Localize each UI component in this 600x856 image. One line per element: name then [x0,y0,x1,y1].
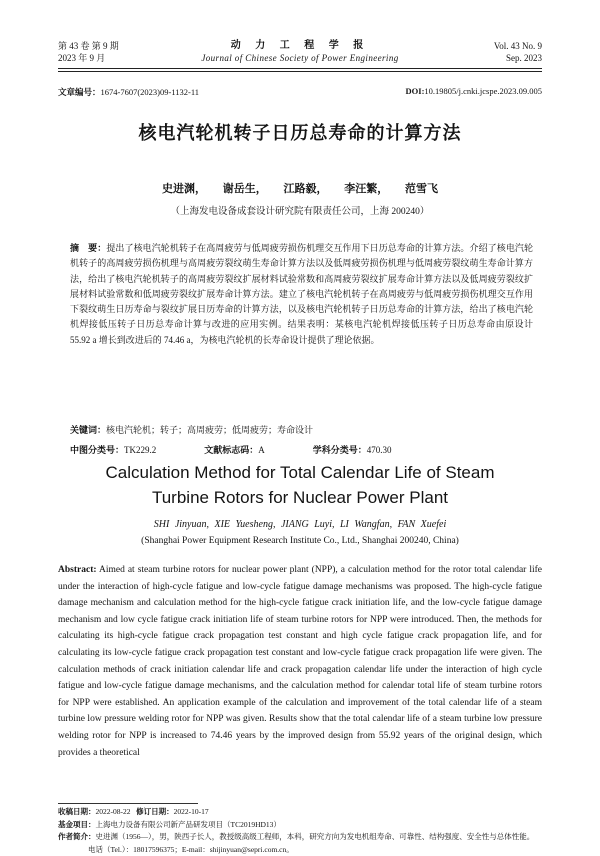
authors-en: SHI Jinyuan, XIE Yuesheng, JIANG Luyi, LI Wangfan, FAN Xuefei [0,519,600,530]
keywords-cn [70,423,533,436]
subject-code [313,443,392,456]
article-number-label: 文章编号： [58,87,101,97]
paper-title-cn: 核电汽轮机转子日历总寿命的计算方法 [0,119,600,145]
footnote-contact[interactable]: 电话（Tel.）：18017596375；E-mail：shijinyuan@sepri.com.cn。 [58,844,542,856]
authors-cn: 史进渊， 谢岳生， 江路毅， 李汪繁， 范雪飞 [0,180,600,196]
header-rule-thick [58,68,542,69]
received-date: 2022-08-22 [96,807,131,816]
doi-value[interactable]: 10.19805/j.cnki.jcspe.2023.09.005 [424,86,542,96]
journal-title-cn: 动 力 工 程 学 报 [0,40,600,52]
abstract-cn-text: 提出了核电汽轮机转子在高周疲劳与低周疲劳损伤机理交互作用下日历总寿命的计算方法。介绍了核电汽轮机转子的高周疲劳损伤机理与高周疲劳裂纹萌生寿命计算方法以及低周疲劳损伤机理与低周疲劳裂纹萌生寿命计算方法，给出了核电汽轮机转子的高周疲劳裂纹扩展材料试验常数和高周疲劳裂纹扩展寿命计算方法以及低周疲劳裂纹扩展材料试验常数和低周疲劳裂纹扩展寿命计算方法。建立了核电汽轮机转子在高周疲劳与低周疲劳损伤机理交互作用下裂纹萌生日历寿命与裂纹扩展日历寿命的计算方法，以及核电汽轮机转子日历总寿命的计算方法，给出了核电汽轮机焊接低压转子日历总寿命计算与改进的应用实例。结果表明：某核电汽轮机焊接低压转子日历总寿命由原设计 55.92 a 增长到改进后的 74.46 a，为核电汽轮机的长寿命设计提供了理论依据。 [70,243,533,345]
abstract-cn-label: 摘 要： [70,243,106,253]
abstract-en-label: Abstract: [58,565,97,575]
subject-code-label: 学科分类号： [313,445,367,455]
header-rule-thin [58,71,542,72]
footnote-dates [58,806,542,819]
header-volume-en: Vol. 43 No. 9 [494,40,542,52]
clc-number [70,443,156,456]
footnote-author [58,831,542,844]
document-code-label: 文献标志码： [204,445,258,455]
header-volume: 第 43 卷 第 9 期 [58,40,119,52]
footnote-rule [58,803,198,804]
fund-text: 上海电力设备有限公司新产品研发项目（TC2019HD13） [96,820,281,829]
clc-value: TK229.2 [124,445,156,455]
revised-label: 修订日期： [136,807,174,816]
abstract-en-text: Aimed at steam turbine rotors for nuclear power plant (NPP), a calculation method for the rotor total calendar life under the interaction of high-cycle fatigue and low-cycle fatigue damage mechanisms was proposed. The high-cycle fatigue damage mechanism and calculation method for the high-cycle fatigue crack initiation life, and the low-cycle fatigue damage mechanism and low cycle fatigue crack initiation life of steam turbine rotors for NPP were introduced. Then, the methods for calculating its high-cycle fatigue crack propagation test constant and high cycle fatigue crack propagation life, and for calculating its low-cycle fatigue crack propagation test constant and low-cycle fatigue crack propagation life were given. The calculation methods of crack initiation calendar life and crack propagation calendar life under the interaction of high cycle fatigue and low-cycle fatigue damage mechanisms, and the calculation method for calendar total life of steam turbine rotors for NPP were established. An application example of the calculation and improvement of the total calendar life of a steam turbine low pressure welding rotor for NPP was given. Results show that the total calendar life of a steam turbine low pressure welding rotor for NPP is increased to 74.46 years by the improved design from 55.92 years of the original design, which provides a theoretical [58,565,542,758]
article-number-value: 1674-7607(2023)09-1132-11 [101,87,200,97]
paper-title-en [0,460,600,510]
abstract-cn [70,241,533,348]
paper-title-en-line2: Turbine Rotors for Nuclear Power Plant [0,485,600,510]
paper-title-en-line1: Calculation Method for Total Calendar Life of Steam [0,460,600,485]
classification-cn [70,443,533,456]
author-label: 作者简介： [58,832,96,841]
subject-code-value: 470.30 [367,445,392,455]
footnote [58,806,542,856]
article-meta [58,86,542,98]
received-label: 收稿日期： [58,807,96,816]
keywords-cn-label: 关键词： [70,425,106,435]
header-date-en: Sep. 2023 [494,52,542,64]
header-volume-info-en [494,40,542,64]
article-number [58,86,199,98]
clc-label: 中图分类号： [70,445,124,455]
document-code-value: A [258,445,265,455]
header-date-cn: 2023 年 9 月 [58,52,119,64]
footnote-fund [58,819,542,832]
journal-title-en: Journal of Chinese Society of Power Engineering [0,52,600,64]
author-bio: 史进渊（1956—），男，陕西子长人，教授级高级工程师，本科，研究方向为发电机组寿命、可靠性、结构强度、安全性与总体性能。 [96,832,535,841]
revised-date: 2022-10-17 [174,807,209,816]
doi[interactable] [406,86,542,98]
keywords-cn-text: 核电汽轮机；转子；高周疲劳；低周疲劳；寿命设计 [106,425,313,435]
abstract-en [58,562,542,761]
document-code [204,443,265,456]
affiliation-cn: （上海发电设备成套设计研究院有限责任公司，上海 200240） [0,203,600,217]
affiliation-en: (Shanghai Power Equipment Research Institute Co., Ltd., Shanghai 200240, China) [0,536,600,546]
doi-label: DOI: [406,86,425,96]
fund-label: 基金项目： [58,820,96,829]
